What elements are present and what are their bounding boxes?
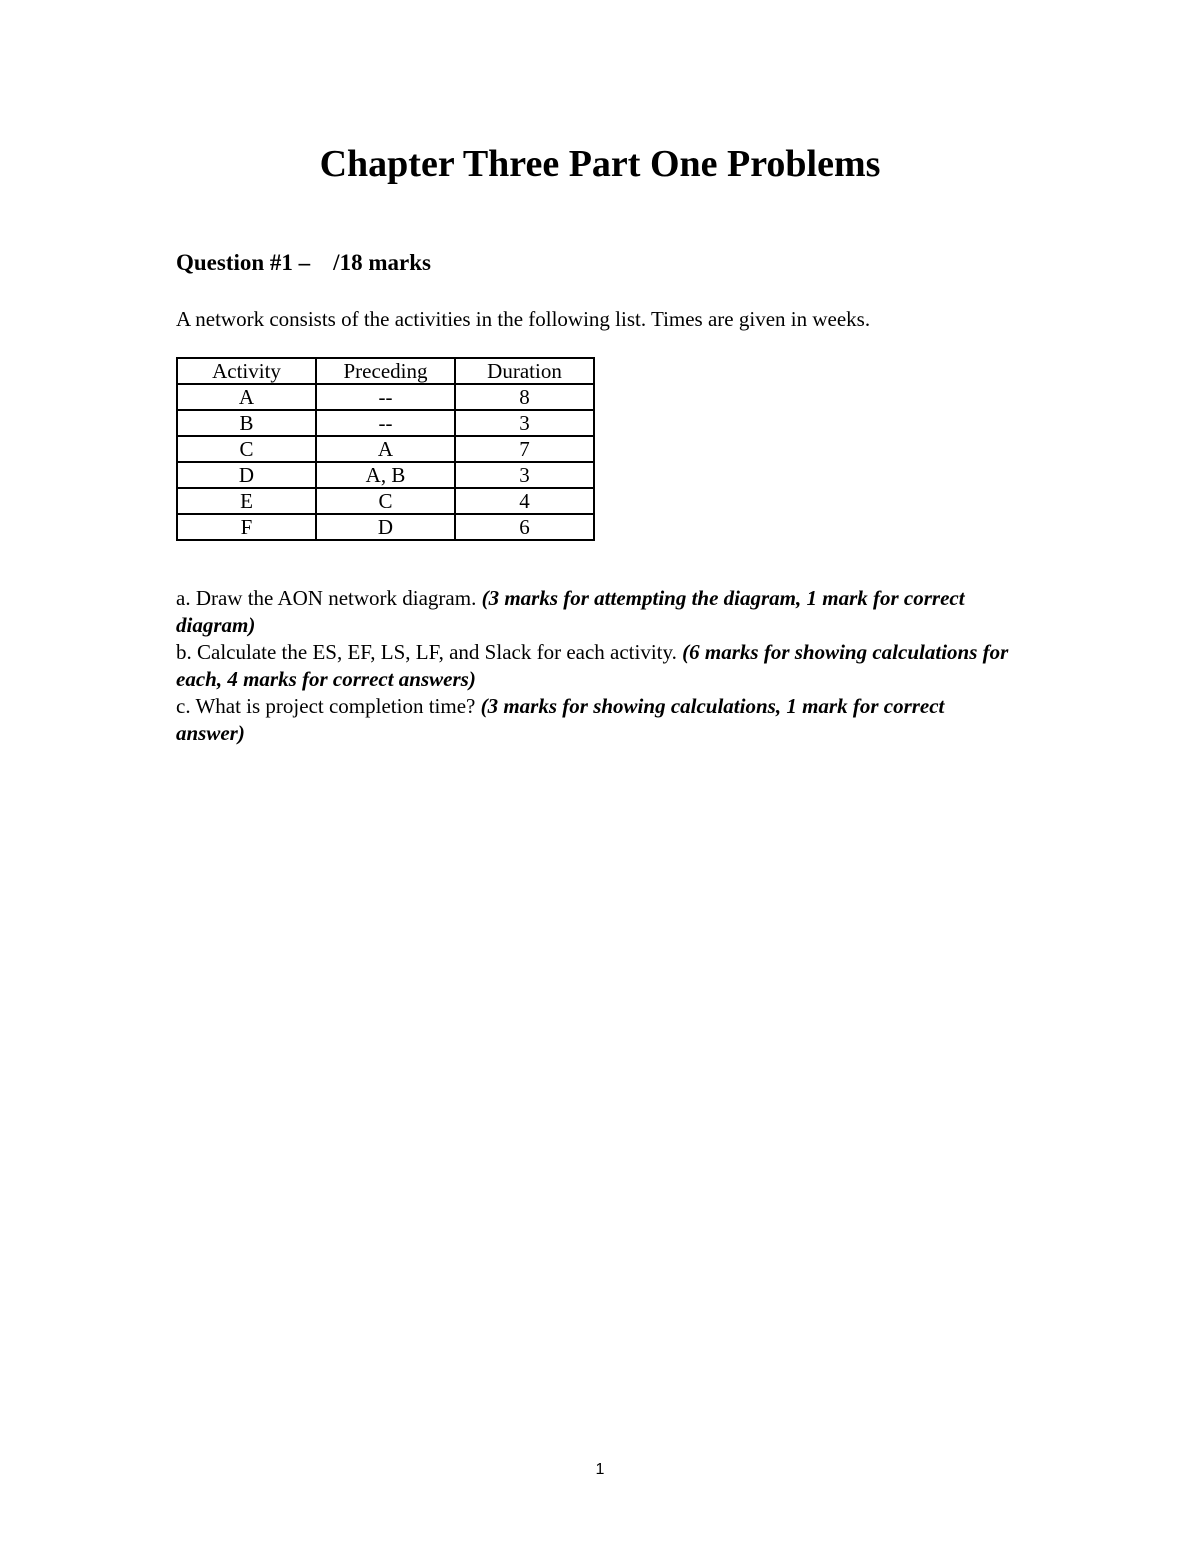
table-row xyxy=(177,410,594,436)
part-a-text: a. Draw the AON network diagram. xyxy=(176,586,482,610)
cell-preceding: D xyxy=(316,514,455,540)
cell-activity: A xyxy=(177,384,316,410)
activity-table xyxy=(176,357,595,541)
part-b-text: b. Calculate the ES, EF, LS, LF, and Slack for each activity. xyxy=(176,640,683,664)
cell-duration: 4 xyxy=(455,488,594,514)
question-heading: Question #1 – /18 marks xyxy=(176,250,431,275)
cell-duration: 7 xyxy=(455,436,594,462)
cell-activity: F xyxy=(177,514,316,540)
header-preceding: Preceding xyxy=(316,358,455,384)
part-a xyxy=(176,585,1016,639)
cell-preceding: C xyxy=(316,488,455,514)
part-c xyxy=(176,693,1016,747)
table-row xyxy=(177,514,594,540)
table-row xyxy=(177,384,594,410)
cell-activity: E xyxy=(177,488,316,514)
table-header-row xyxy=(177,358,594,384)
cell-preceding: -- xyxy=(316,384,455,410)
part-b-marks: (6 marks for showing calculations for each, 4 marks for correct answers) xyxy=(176,640,1009,691)
cell-preceding: -- xyxy=(316,410,455,436)
cell-activity: C xyxy=(177,436,316,462)
cell-preceding: A, B xyxy=(316,462,455,488)
page-number: 1 xyxy=(595,1461,605,1478)
cell-preceding: A xyxy=(316,436,455,462)
cell-duration: 8 xyxy=(455,384,594,410)
cell-activity: D xyxy=(177,462,316,488)
question-parts xyxy=(176,585,1016,747)
question-intro: A network consists of the activities in the following list. Times are given in weeks. xyxy=(176,307,871,331)
part-a-marks: (3 marks for attempting the diagram, 1 mark for correct diagram) xyxy=(176,586,965,637)
part-c-marks: (3 marks for showing calculations, 1 mark for correct answer) xyxy=(176,694,945,745)
cell-duration: 3 xyxy=(455,410,594,436)
part-b xyxy=(176,639,1016,693)
page-title: Chapter Three Part One Problems xyxy=(319,143,881,185)
table-row xyxy=(177,488,594,514)
table-row xyxy=(177,436,594,462)
header-duration: Duration xyxy=(455,358,594,384)
cell-activity: B xyxy=(177,410,316,436)
part-c-text: c. What is project completion time? xyxy=(176,694,481,718)
header-activity: Activity xyxy=(177,358,316,384)
cell-duration: 6 xyxy=(455,514,594,540)
cell-duration: 3 xyxy=(455,462,594,488)
table-row xyxy=(177,462,594,488)
